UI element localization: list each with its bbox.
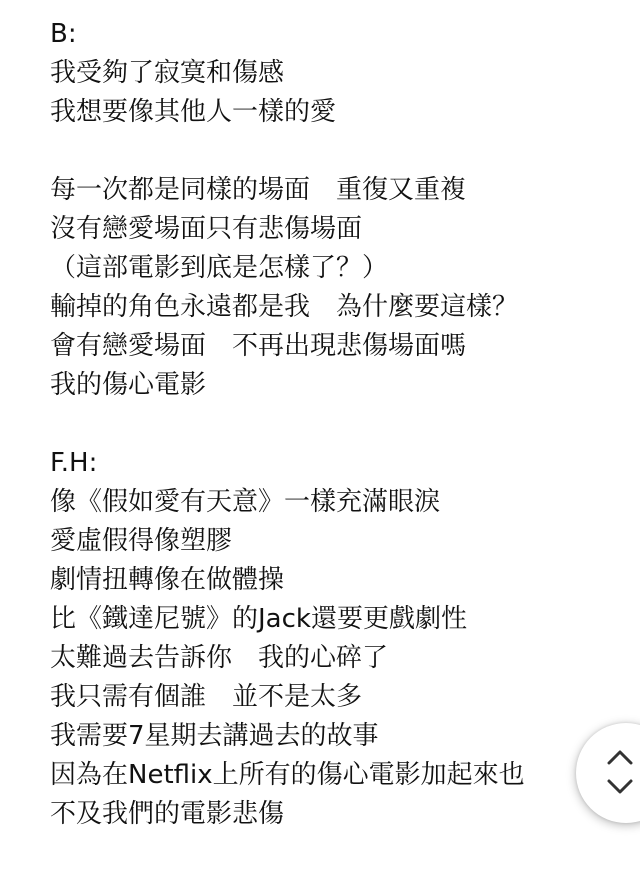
lyric-line: 比《鐵達尼號》的Jack還要更戲劇性 <box>50 604 467 634</box>
lyric-line: 我需要7星期去講過去的故事 <box>50 721 379 751</box>
lyrics-text <box>50 15 630 834</box>
lyric-line: 太難過去告訴你 我的心碎了 <box>50 643 389 673</box>
lyric-line: 像《假如愛有天意》一樣充滿眼淚 <box>50 487 441 517</box>
lyric-line: 我的傷心電影 <box>50 370 207 400</box>
stanza-gap <box>50 405 630 444</box>
lyric-line: （這部電影到底是怎樣了？） <box>50 253 389 283</box>
speaker-label-fh: F.H: <box>50 448 98 478</box>
lyric-line: 沒有戀愛場面只有悲傷場面 <box>50 214 363 244</box>
lyric-line: 會有戀愛場面 不再出現悲傷場面嗎 <box>50 331 467 361</box>
chevron-up-icon[interactable] <box>605 747 635 767</box>
lyric-line: 愛虛假得像塑膠 <box>50 526 233 556</box>
chevron-down-icon[interactable] <box>605 777 635 797</box>
lyric-line: 我只需有個誰 並不是太多 <box>50 682 363 712</box>
lyric-line: 我想要像其他人一樣的愛 <box>50 97 337 127</box>
lyric-line: 不及我們的電影悲傷 <box>50 799 285 829</box>
stanza-gap <box>50 132 630 171</box>
lyric-line: 每一次都是同樣的場面 重復又重複 <box>50 175 467 205</box>
lyric-line: 輸掉的角色永遠都是我 為什麼要這樣？ <box>50 292 519 322</box>
lyric-line: 因為在Netflix上所有的傷心電影加起來也 <box>50 760 525 790</box>
lyric-line: 劇情扭轉像在做體操 <box>50 565 285 595</box>
lyric-line: 我受夠了寂寞和傷感 <box>50 58 285 88</box>
speaker-label-b: B: <box>50 19 77 49</box>
